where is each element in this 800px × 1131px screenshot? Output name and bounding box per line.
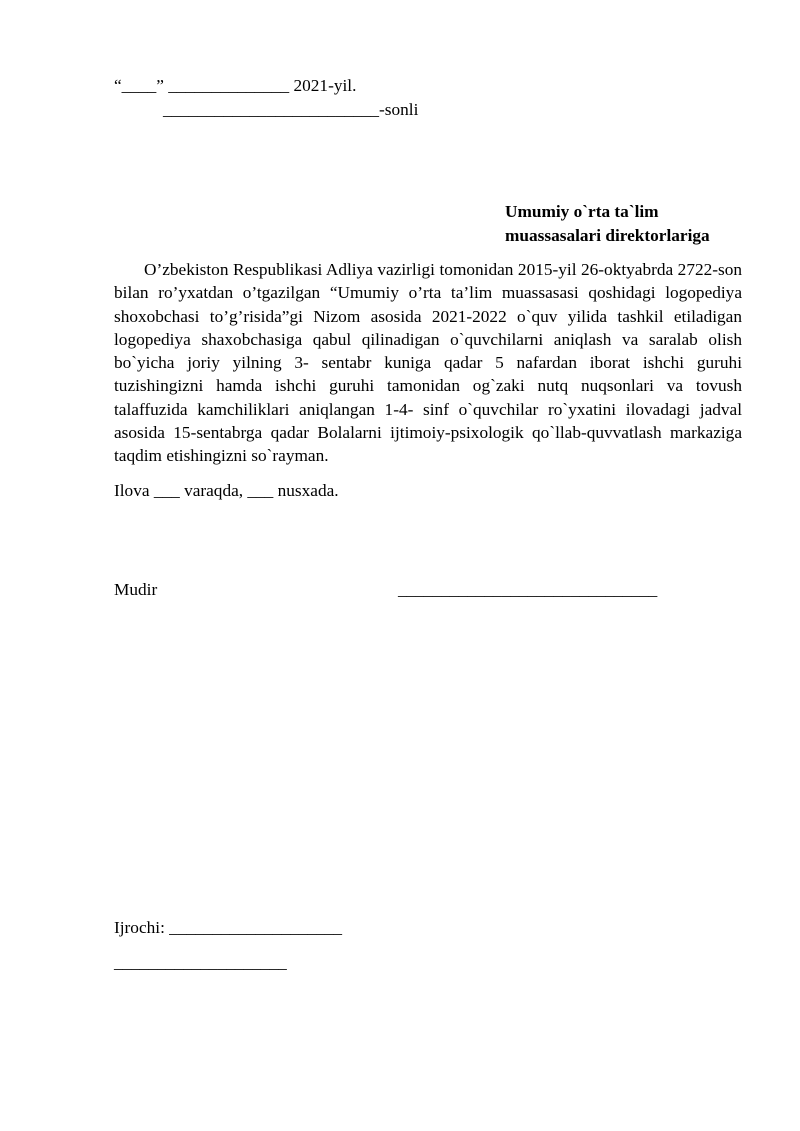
- addressee-line-1: Umumiy o`rta ta`lim: [505, 202, 659, 221]
- executor-extra-line: ____________________: [114, 953, 287, 972]
- body-paragraph: O’zbekiston Respublikasi Adliya vazirligi tomonidan 2015-yil 26-oktyabrda 2722-son bilan ro’yxatdan o’tgazilgan “Umumiy o’rta ta’lim muassasasi qoshidagi logopediya shoxobchasi to’g’risida”gi Nizom asosida 2021-2022 o`quv yilida tashkil etiladigan logopediya shaxobchasiga qabul qilinadigan o`quvchilarni aniqlash va saralab olish bo`yicha joriy yilning 3- sentabr kuniga qadar 5 nafardan iborat ishchi guruhi tuzishingizni hamda ishchi guruhi tamonidan og`zaki nutq nuqsonlari va tovush talaffuzida kamchiliklari aniqlangan 1-4- sinf o`quvchilar ro`yxatini ilovadagi jadval asosida 15-sentabrga qadar Bolalarni ijtimoiy-psixologik qo`llab-quvvatlash markaziga taqdim etishingizni so`rayman.: [114, 260, 742, 466]
- signer-title: Mudir: [114, 580, 158, 599]
- addressee-line-2: muassasalari direktorlariga: [505, 226, 710, 245]
- date-line: “____” ______________ 2021-yil.: [114, 76, 357, 95]
- executor-line: Ijrochi: ____________________: [114, 918, 342, 937]
- attachment-note: Ilova ___ varaqda, ___ nusxada.: [114, 481, 339, 500]
- document-number-line: _________________________-sonli: [163, 100, 419, 119]
- signature-line: ______________________________: [398, 580, 658, 599]
